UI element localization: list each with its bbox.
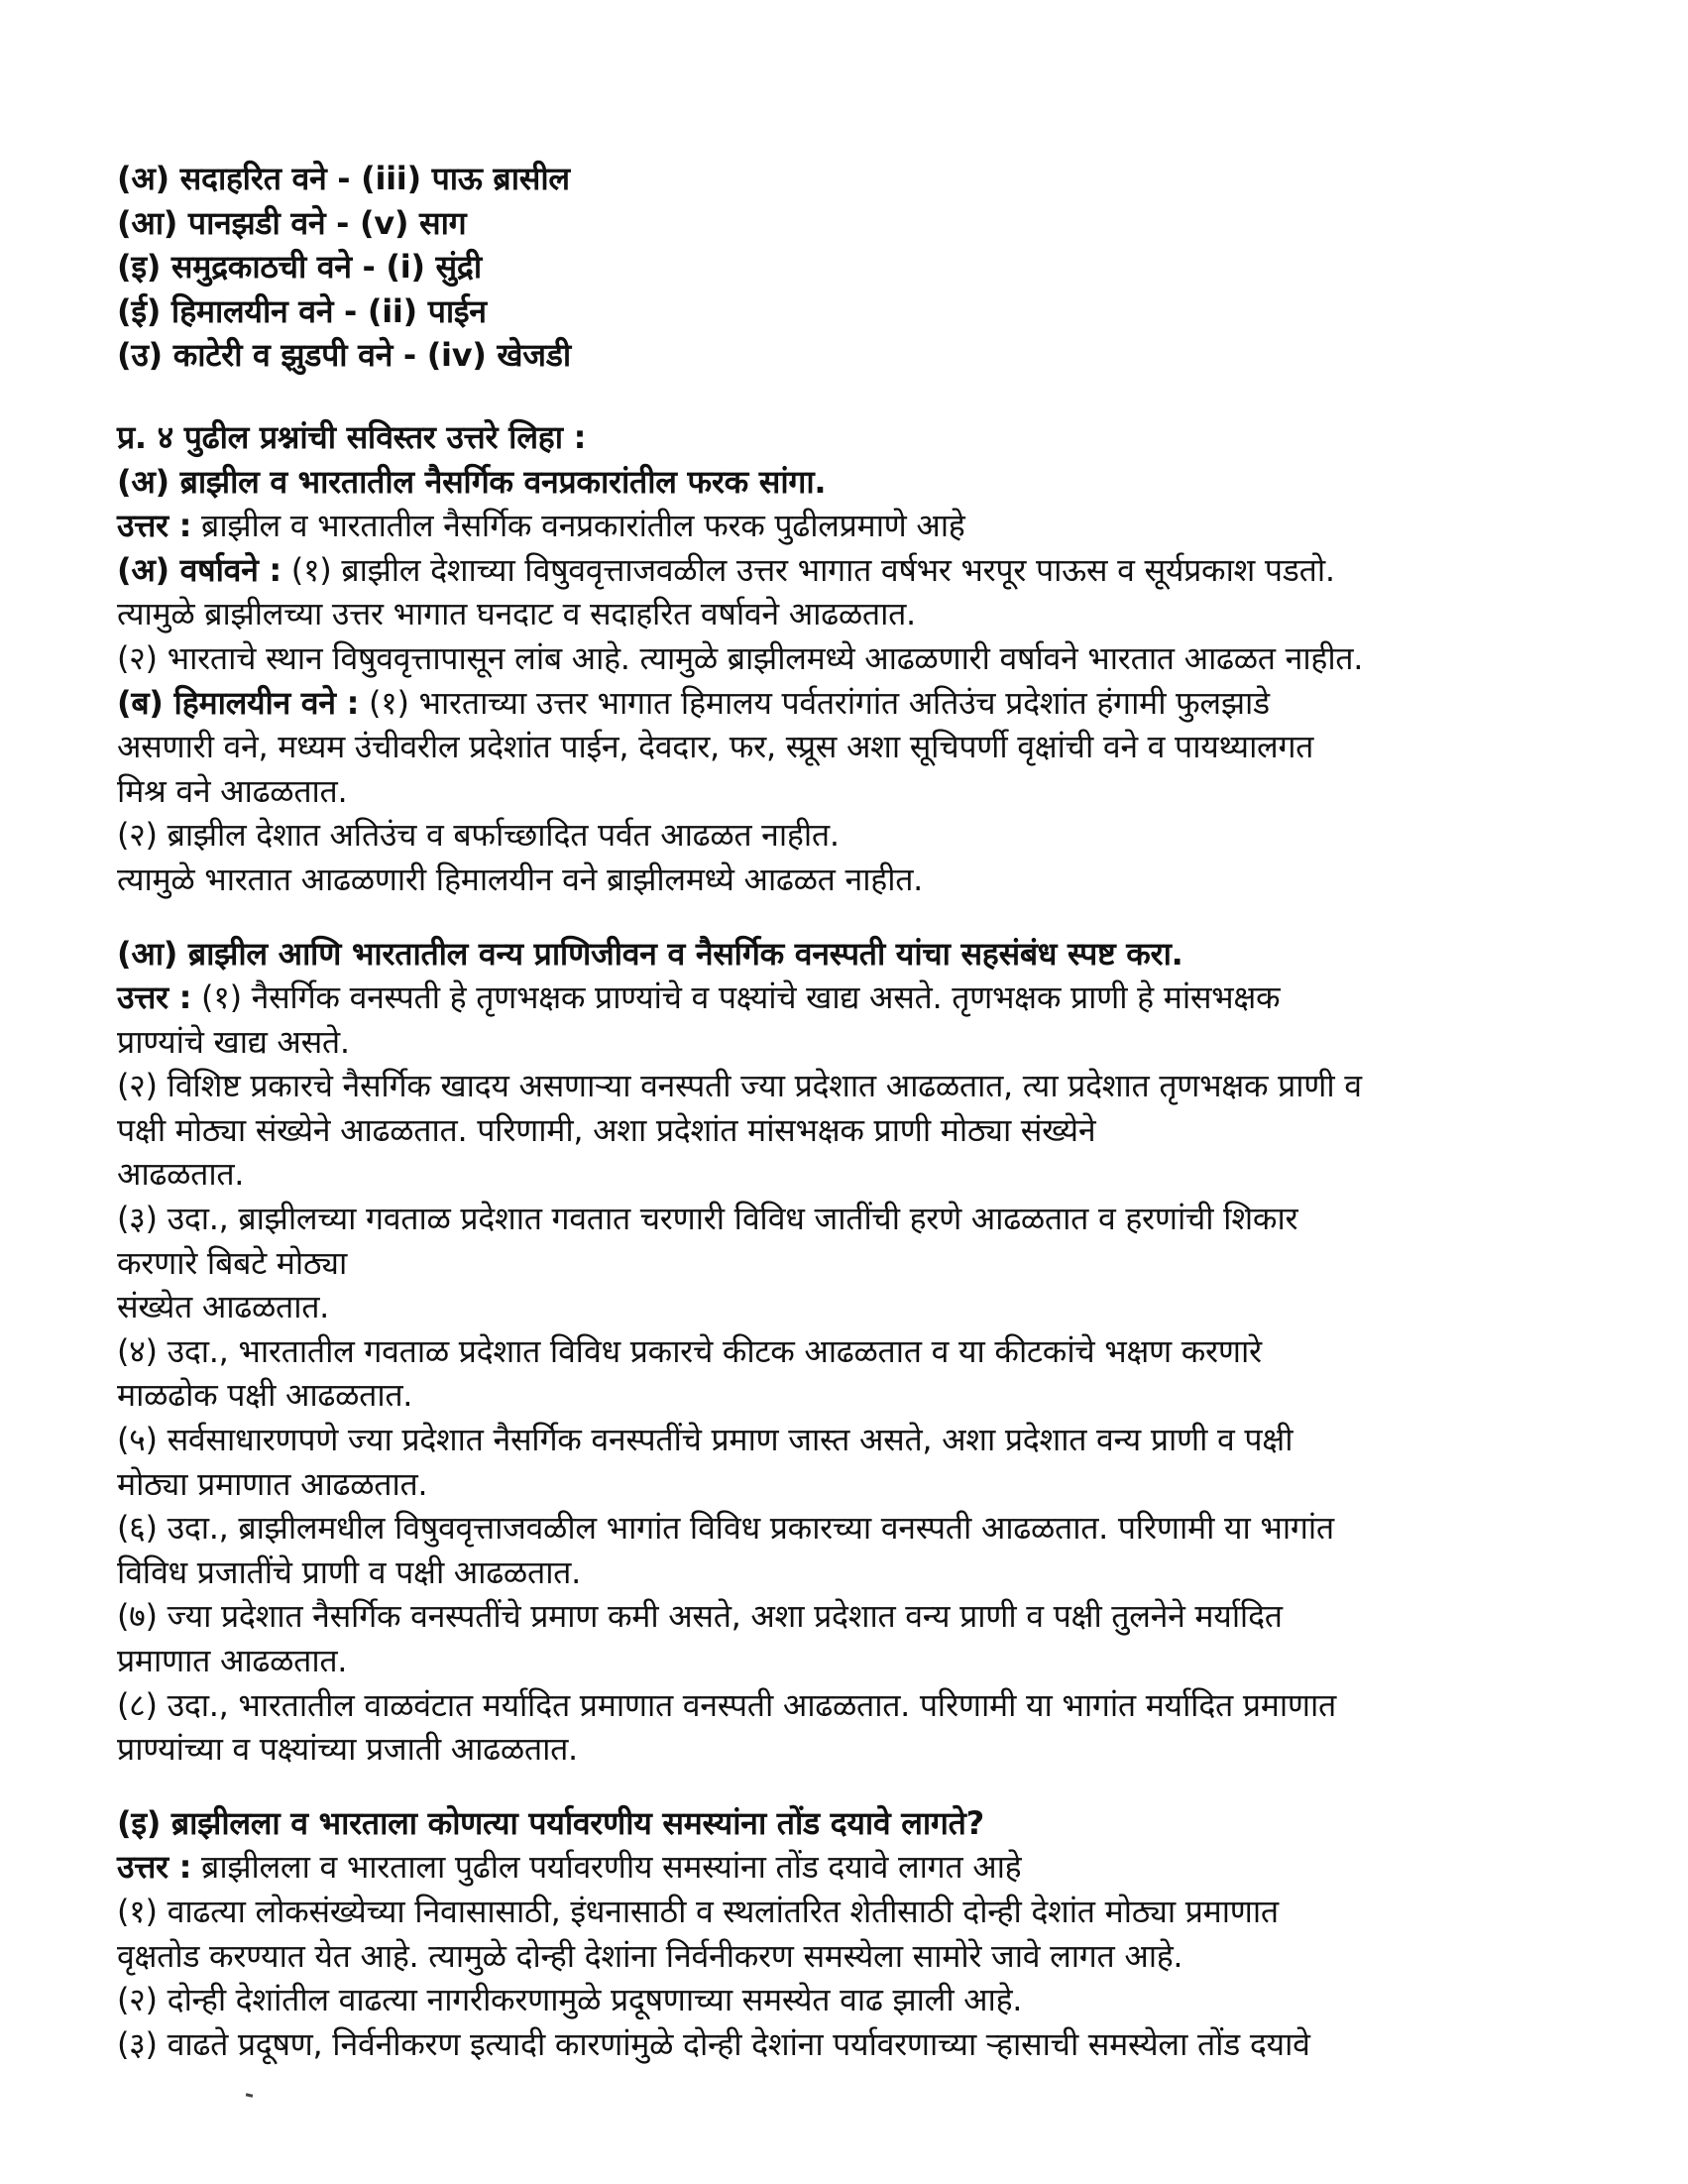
question-c	[117, 1801, 1574, 2067]
answer-line: (३) वाढते प्रदूषण, निर्वनीकरण इत्यादी कारणांमुळे दोन्ही देशांना पर्यावरणाच्या ऱ्हासाची समस्येला तोंड दयावे	[117, 2024, 1310, 2063]
answer-text: (१) नैसर्गिक वनस्पती हे तृणभक्षक प्राण्यांचे व पक्ष्यांचे खाद्य असते. तृणभक्षक प्राणी हे मांसभक्षक	[191, 978, 1281, 1017]
answer-line: (२) ब्राझील देशात अतिउंच व बर्फाच्छादित पर्वत आढळत नाहीत.	[117, 816, 840, 855]
answer-line: प्रमाणात आढळतात.	[117, 1642, 348, 1679]
question-4-section	[117, 415, 1574, 2066]
match-item: (इ) समुद्रकाठची वने - (i) सुंद्री	[117, 248, 482, 287]
match-item: (अ) सदाहरित वने - (iii) पाऊ ब्रासील	[117, 160, 570, 197]
answer-line: त्यामुळे भारतात आढळणारी हिमालयीन वने ब्राझीलमध्ये आढळत नाहीत.	[117, 860, 924, 898]
question-text: (आ) ब्राझील आणि भारतातील वन्य प्राणिजीवन व नैसर्गिक वनस्पती यांचा सहसंबंध स्पष्ट करा.	[117, 934, 1183, 973]
answer-line: वृक्षतोड करण्यात येत आहे. त्यामुळे दोन्ही देशांना निर्वनीकरण समस्येला सामोरे जावे लागत आहे.	[117, 1936, 1183, 1975]
question-a	[117, 460, 1574, 902]
answer-line: मोठ्या प्रमाणात आढळतात.	[117, 1464, 428, 1503]
answer-line: (२) विशिष्ट प्रकारचे नैसर्गिक खादय असणाऱ्या वनस्पती ज्या प्रदेशात आढळतात, त्या प्रदेशात तृणभक्षक प्राणी व	[117, 1067, 1362, 1105]
match-item: (आ) पानझडी वने - (v) साग	[117, 203, 467, 242]
answer-line: प्राण्यांचे खाद्य असते.	[117, 1022, 350, 1061]
answer-line: मिश्र वने आढळतात.	[117, 771, 348, 810]
match-item: (ई) हिमालयीन वने - (ii) पाईन	[117, 291, 487, 330]
answer-line: (७) ज्या प्रदेशात नैसर्गिक वनस्पतींचे प्रमाण कमी असते, अशा प्रदेशात वन्य प्राणी व पक्षी तुलनेने मर्यादित	[117, 1597, 1283, 1636]
section-heading: प्र. ४ पुढील प्रश्नांची सविस्तर उत्तरे लिहा :	[117, 417, 587, 456]
answer-line	[117, 681, 1574, 726]
answer-line: (५) सर्वसाधारणपणे ज्या प्रदेशात नैसर्गिक वनस्पतींचे प्रमाण जास्त असते, अशा प्रदेशात वन्य प्राणी व पक्षी	[117, 1421, 1294, 1459]
question-text: (अ) ब्राझील व भारतातील नैसर्गिक वनप्रकारांतील फरक सांगा.	[117, 462, 827, 501]
answer-line: (८) उदा., भारतातील वाळवंटात मर्यादित प्रमाणात वनस्पती आढळतात. परिणामी या भागांत मर्यादित प्रमाणात	[117, 1685, 1336, 1724]
answer-label: उत्तर :	[117, 1848, 192, 1887]
answer-line: (१) वाढत्या लोकसंख्येच्या निवासासाठी, इंधनासाठी व स्थलांतरित शेतीसाठी दोन्ही देशांत मोठ्या प्रमाणात	[117, 1892, 1279, 1930]
subheading-label: (ब) हिमालयीन वने :	[117, 683, 360, 722]
answer-label: उत्तर :	[117, 507, 192, 545]
answer-line: संख्येत आढळतात.	[117, 1288, 330, 1326]
answer-line: (३) उदा., ब्राझीलच्या गवताळ प्रदेशात गवतात चरणारी विविध जातींची हरणे आढळतात व हरणांची शिकार	[117, 1200, 1298, 1238]
answer-line: (२) दोन्ही देशांतील वाढत्या नागरीकरणामुळे प्रदूषणाच्या समस्येत वाढ झाली आहे.	[117, 1981, 1023, 2019]
document-page	[117, 157, 1574, 2066]
match-answers	[117, 157, 1574, 378]
answer-line	[117, 976, 1574, 1020]
answer-label: उत्तर :	[117, 978, 192, 1017]
answer-line: आढळतात.	[117, 1155, 245, 1194]
answer-text: ब्राझील व भारतातील नैसर्गिक वनप्रकारांतील फरक पुढीलप्रमाणे आहे	[191, 507, 965, 545]
match-item: (उ) काटेरी व झुडपी वने - (iv) खेजडी	[117, 336, 571, 375]
question-text: (इ) ब्राझीलला व भारताला कोणत्या पर्यावरणीय समस्यांना तोंड दयावे लागते?	[117, 1803, 984, 1842]
answer-line: प्राण्यांच्या व पक्ष्यांच्या प्रजाती आढळतात.	[117, 1730, 578, 1769]
answer-text: ब्राझीलला व भारताला पुढील पर्यावरणीय समस्यांना तोंड दयावे लागत आहे	[191, 1848, 1022, 1887]
stray-mark	[246, 2093, 253, 2097]
answer-line: त्यामुळे ब्राझीलच्या उत्तर भागात घनदाट व सदाहरित वर्षावने आढळतात.	[117, 595, 916, 633]
answer-line: विविध प्रजातींचे प्राणी व पक्षी आढळतात.	[117, 1552, 581, 1591]
answer-line: माळढोक पक्षी आढळतात.	[117, 1376, 413, 1415]
answer-line	[117, 504, 1574, 548]
answer-line: (४) उदा., भारतातील गवताळ प्रदेशात विविध प्रकारचे कीटक आढळतात व या कीटकांचे भक्षण करणारे	[117, 1331, 1262, 1370]
answer-text: (१) ब्राझील देशाच्या विषुववृत्ताजवळील उत्तर भागात वर्षभर भरपूर पाऊस व सूर्यप्रकाश पडतो.	[281, 550, 1335, 589]
answer-line: असणारी वने, मध्यम उंचीवरील प्रदेशांत पाईन, देवदार, फर, स्प्रूस अशा सूचिपर्णी वृक्षांची वने व पायथ्यालगत	[117, 728, 1314, 766]
answer-line	[117, 548, 1574, 593]
answer-line: पक्षी मोठ्या संख्येने आढळतात. परिणामी, अशा प्रदेशांत मांसभक्षक प्राणी मोठ्या संख्येने	[117, 1110, 1096, 1149]
answer-line: (६) उदा., ब्राझीलमधील विषुववृत्ताजवळील भागांत विविध प्रकारच्या वनस्पती आढळतात. परिणामी या भागांत	[117, 1509, 1334, 1548]
answer-line	[117, 1845, 1574, 1890]
answer-text: (१) भारताच्या उत्तर भागात हिमालय पर्वतरांगांत अतिउंच प्रदेशांत हंगामी फुलझाडे	[359, 683, 1270, 722]
subheading-label: (अ) वर्षावने :	[117, 550, 281, 589]
answer-line: करणारे बिबटे मोठ्या	[117, 1243, 348, 1282]
answer-line: (२) भारताचे स्थान विषुववृत्तापासून लांब आहे. त्यामुळे ब्राझीलमध्ये आढळणारी वर्षावने भारतात आढळत नाहीत.	[117, 638, 1364, 677]
question-b	[117, 932, 1574, 1772]
